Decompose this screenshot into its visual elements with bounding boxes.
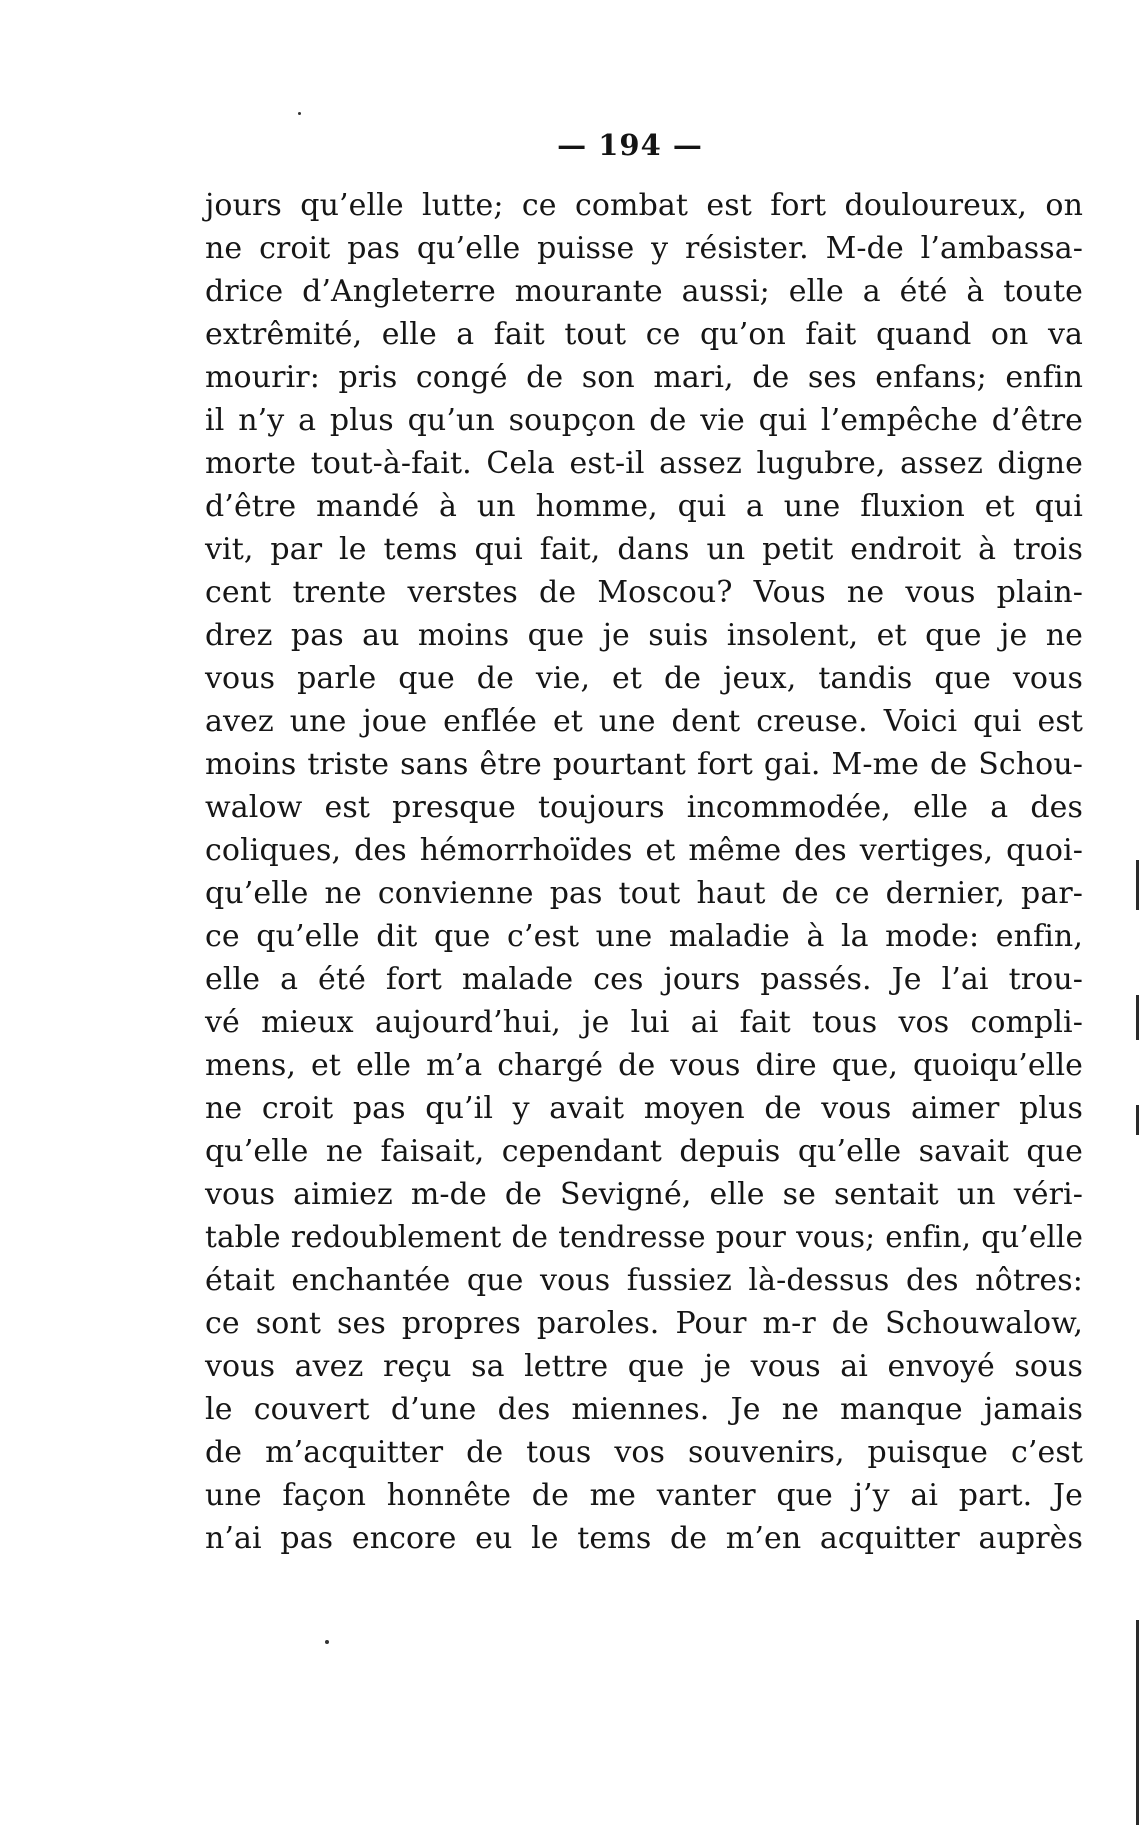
- text-line: qu’elle ne faisait, cependant depuis qu’elle savait que: [205, 1134, 1083, 1169]
- scan-edge-mark: [1136, 1620, 1139, 1825]
- text-line: cent trente verstes de Moscou? Vous ne vous plain-: [205, 575, 1083, 610]
- text-line: le couvert d’une des miennes. Je ne manque jamais: [205, 1392, 1083, 1427]
- text-line: qu’elle ne convienne pas tout haut de ce dernier, par-: [205, 876, 1083, 911]
- text-line: drez pas au moins que je suis insolent, et que je ne: [205, 618, 1083, 653]
- text-line: walow est presque toujours incommodée, elle a des: [205, 790, 1083, 825]
- text-line: vous avez reçu sa lettre que je vous ai envoyé sous: [205, 1349, 1083, 1384]
- text-line: il n’y a plus qu’un soupçon de vie qui l’empêche d’être: [205, 403, 1083, 438]
- scan-speck: [298, 112, 301, 115]
- text-line: vit, par le tems qui fait, dans un petit endroit à trois: [205, 532, 1083, 567]
- text-line: drice d’Angleterre mourante aussi; elle a été à toute: [205, 274, 1083, 309]
- text-line: moins triste sans être pourtant fort gai. M-me de Schou-: [205, 747, 1083, 782]
- text-line: de m’acquitter de tous vos souvenirs, puisque c’est: [205, 1435, 1083, 1470]
- text-line: avez une joue enflée et une dent creuse. Voici qui est: [205, 704, 1083, 739]
- text-line: mens, et elle m’a chargé de vous dire que, quoiqu’elle: [205, 1048, 1083, 1083]
- text-line: d’être mandé à un homme, qui a une fluxion et qui: [205, 489, 1083, 524]
- text-line: elle a été fort malade ces jours passés. Je l’ai trou-: [205, 962, 1083, 997]
- text-line: vous aimiez m-de de Sevigné, elle se sentait un véri-: [205, 1177, 1083, 1212]
- text-line: une façon honnête de me vanter que j’y ai part. Je: [205, 1478, 1083, 1513]
- text-line: vé mieux aujourd’hui, je lui ai fait tous vos compli-: [205, 1005, 1083, 1040]
- text-line: extrêmité, elle a fait tout ce qu’on fait quand on va: [205, 317, 1083, 352]
- body-text: [205, 184, 1083, 1560]
- text-line: mourir: pris congé de son mari, de ses enfans; enfin: [205, 360, 1083, 395]
- text-line: ce sont ses propres paroles. Pour m-r de Schouwalow,: [205, 1306, 1083, 1341]
- text-line: ne croit pas qu’elle puisse y résister. M-de l’ambassa-: [205, 231, 1083, 266]
- scan-edge-mark: [1136, 1105, 1139, 1135]
- text-line: vous parle que de vie, et de jeux, tandis que vous: [205, 661, 1083, 696]
- scan-edge-mark: [1136, 995, 1139, 1040]
- text-line: morte tout-à-fait. Cela est-il assez lugubre, assez digne: [205, 446, 1083, 481]
- text-line: ne croit pas qu’il y avait moyen de vous aimer plus: [205, 1091, 1083, 1126]
- text-line: coliques, des hémorrhoïdes et même des vertiges, quoi-: [205, 833, 1083, 868]
- scan-edge-mark: [1136, 860, 1139, 910]
- text-line: ce qu’elle dit que c’est une maladie à la mode: enfin,: [205, 919, 1083, 954]
- text-line: était enchantée que vous fussiez là-dessus des nôtres:: [205, 1263, 1083, 1298]
- text-line: table redoublement de tendresse pour vous; enfin, qu’elle: [205, 1220, 1083, 1254]
- scan-speck: [325, 1640, 329, 1644]
- text-line: n’ai pas encore eu le tems de m’en acquitter auprès: [205, 1521, 1083, 1556]
- text-line: jours qu’elle lutte; ce combat est fort douloureux, on: [205, 188, 1083, 223]
- page-number: — 194 —: [557, 128, 703, 162]
